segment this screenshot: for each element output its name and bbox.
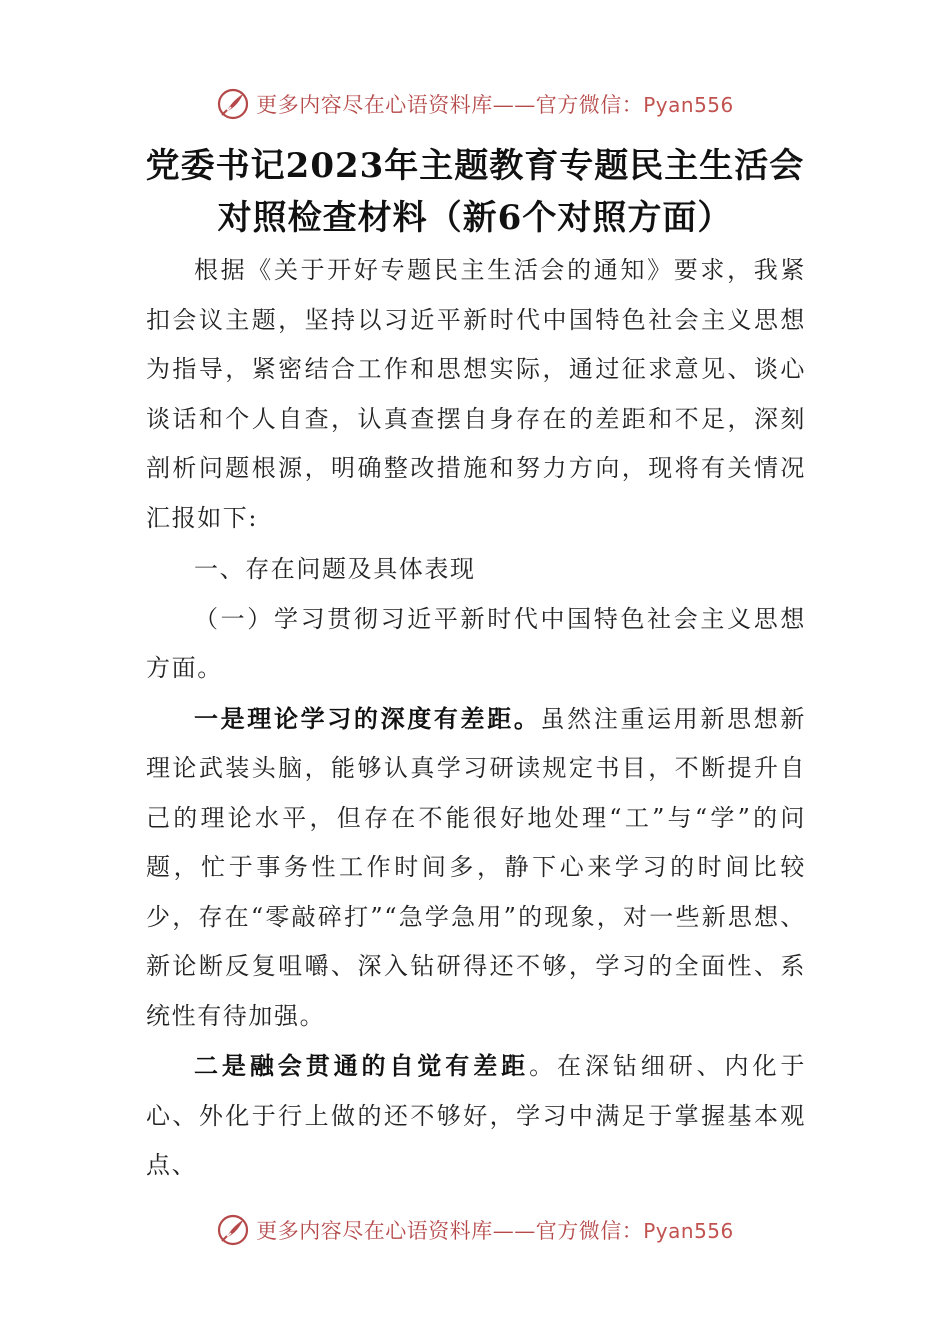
intro-paragraph: 根据《关于开好专题民主生活会的通知》要求，我紧扣会议主题，坚持以习近平新时代中国特色社会主义思想为指导，紧密结合工作和思想实际，通过征求意见、谈心谈话和个人自查，认真查摆自身存在的差距和不足，深刻剖析问题根源，明确整改措施和努力方向，现将有关情况汇报如下: [146, 256, 806, 532]
watermark-dash: —— [492, 93, 536, 117]
point1-paragraph [146, 694, 806, 1042]
point2-lead: 二是融会贯通的自觉有差距 [194, 1051, 530, 1080]
point2-paragraph [146, 1041, 806, 1191]
subsection1-heading: （一）学习贯彻习近平新时代中国特色社会主义思想方面。 [146, 604, 806, 682]
point1-lead: 一是理论学习的深度有差距。 [194, 703, 541, 733]
watermark-label: 官方微信： [535, 93, 644, 117]
document-body [146, 246, 806, 1191]
watermark-wechat-id: Pyan556 [643, 1219, 734, 1243]
watermark-main-text: 更多内容尽在心语资料库 [256, 93, 493, 117]
feather-pen-circle-icon [216, 1213, 250, 1247]
watermark-banner-bottom [0, 1210, 950, 1250]
watermark-dash: —— [492, 1219, 536, 1243]
watermark-main-text: 更多内容尽在心语资料库 [256, 1219, 493, 1243]
document-title-line2: 对照检查材料（新6个对照方面） [217, 198, 733, 238]
point2-body: 。在深钻细研、内化于心、外化于行上做的还不够好，学习中满足于掌握基本观点、 [146, 1052, 807, 1179]
feather-pen-circle-icon [216, 87, 250, 121]
document-title-line1: 党委书记2023年主题教育专题民主生活会 [145, 146, 805, 186]
section1-heading: 一、存在问题及具体表现 [194, 555, 476, 583]
watermark-wechat-id: Pyan556 [643, 93, 734, 117]
watermark-banner-top [0, 84, 950, 124]
point1-body: 虽然注重运用新思想新理论武装头脑，能够认真学习研读规定书目，不断提升自己的理论水平，但存在不能很好地处理“工”与“学”的问题，忙于事务性工作时间多，静下心来学习的时间比较少，存在“零敲碎打”“急学急用”的现象，对一些新思想、新论断反复咀嚼、深入钻研得还不够，学习的全面性、系统性有待加强。 [146, 704, 807, 1030]
watermark-label: 官方微信： [535, 1219, 644, 1243]
